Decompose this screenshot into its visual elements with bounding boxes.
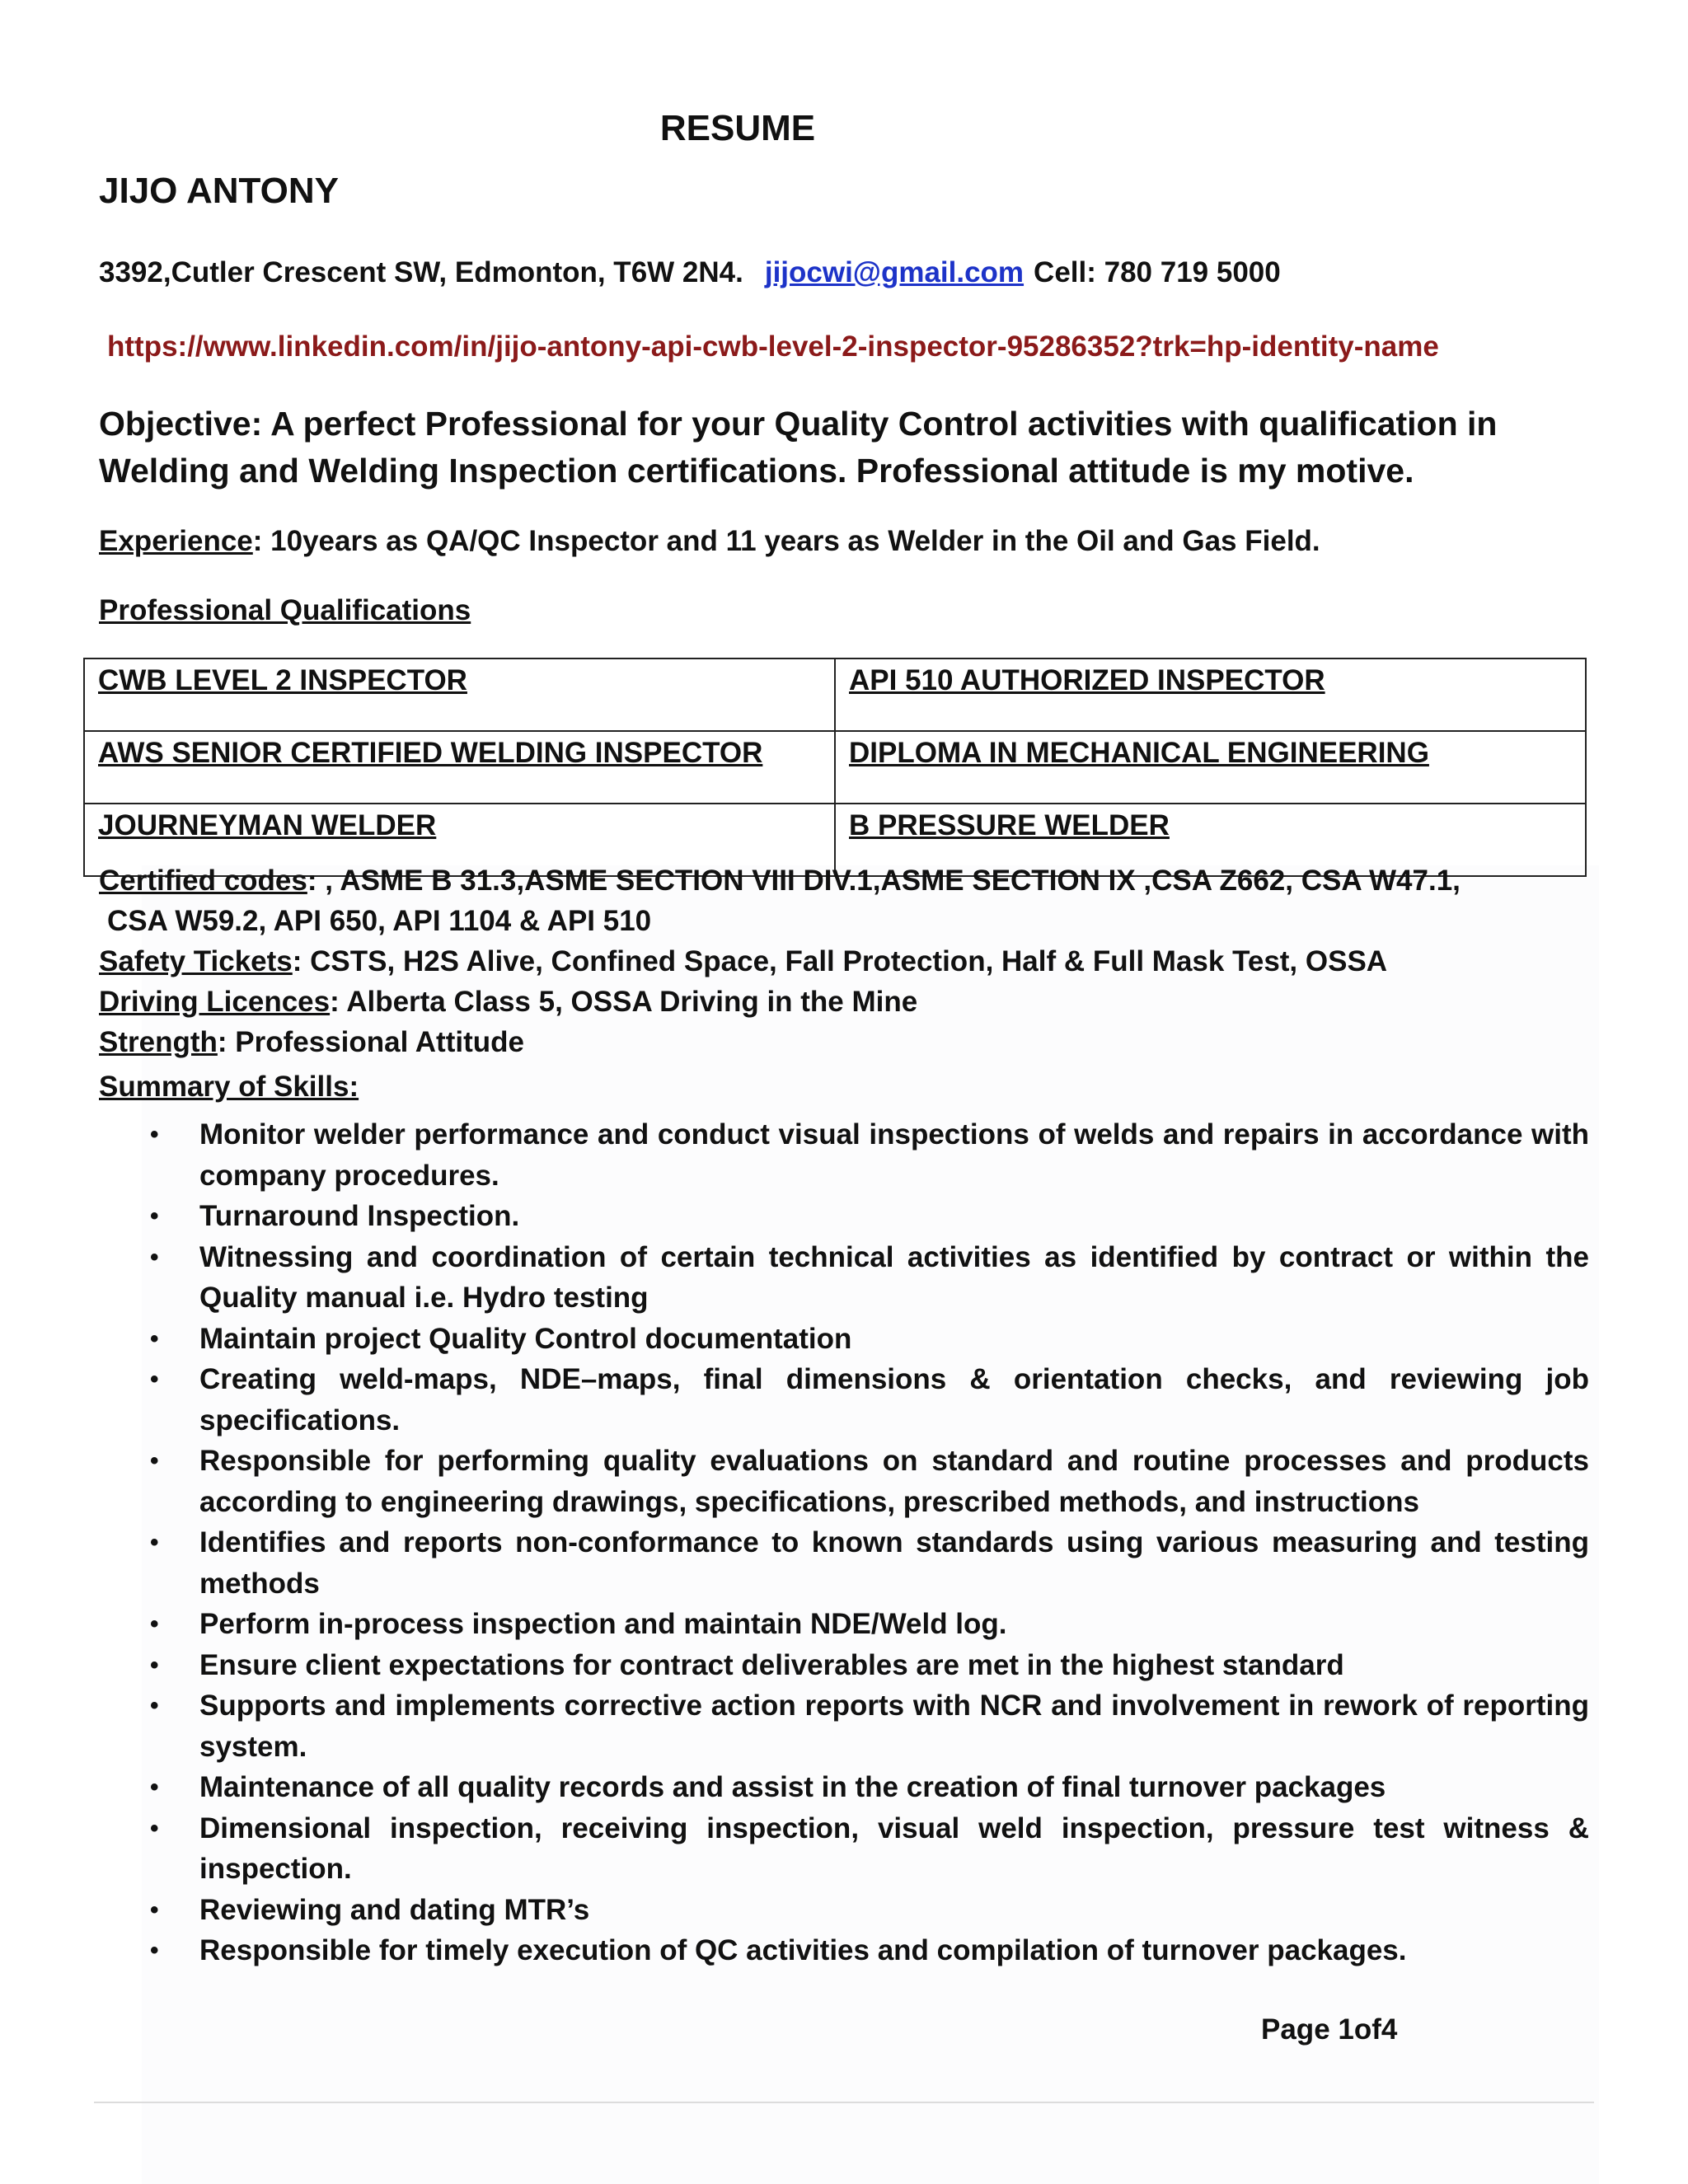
skill-text: Responsible for performing quality evaluations on standard and routine processes and products according to engineering drawings, specifications, prescribed methods, and instructions <box>199 1445 1589 1518</box>
bullet-icon: • <box>150 1896 159 1924</box>
experience-text: : 10years as QA/QC Inspector and 11 years as Welder in the Oil and Gas Field. <box>252 525 1320 557</box>
safety-tickets-text: : CSTS, H2S Alive, Confined Space, Fall Protection, Half & Full Mask Test, OSSA <box>292 945 1388 977</box>
objective-statement: Objective: A perfect Professional for your Quality Control activities with qualification in Welding and Welding Inspection certifications. Professional attitude is my motive. <box>99 405 1498 490</box>
skill-text: Dimensional inspection, receiving inspection, visual weld inspection, pressure test witness & inspection. <box>199 1811 1589 1885</box>
qualification-cell: CWB LEVEL 2 INSPECTOR <box>84 658 835 731</box>
experience-line <box>99 523 1320 560</box>
skill-text: Maintenance of all quality records and assist in the creation of final turnover packages <box>199 1771 1386 1803</box>
summary-heading: Summary of Skills: <box>99 1071 359 1103</box>
page-number: Page 1of4 <box>1261 2013 1398 2046</box>
bullet-icon: • <box>150 1814 159 1842</box>
email-link[interactable]: jijocwi@gmail.com <box>764 256 1025 288</box>
skill-text: Responsible for timely execution of QC activities and compilation of turnover packages. <box>199 1934 1407 1966</box>
list-item <box>99 1645 1589 1686</box>
bullet-icon: • <box>150 1366 159 1393</box>
skill-text: Maintain project Quality Control documentation <box>199 1322 852 1355</box>
list-item <box>99 1604 1589 1645</box>
bullet-icon: • <box>150 1937 159 1964</box>
table-row <box>84 658 1586 731</box>
safety-tickets-line <box>99 943 1387 981</box>
bullet-icon: • <box>150 1529 159 1556</box>
strength-text: : Professional Attitude <box>217 1026 524 1058</box>
skill-text: Identifies and reports non-conformance to known standards using various measuring and testing methods <box>199 1526 1589 1600</box>
certified-codes-label: Certified codes <box>99 865 307 897</box>
qualification-cell: API 510 AUTHORIZED INSPECTOR <box>835 658 1586 731</box>
bullet-icon: • <box>150 1324 159 1352</box>
qualifications-heading: Professional Qualifications <box>99 594 471 626</box>
bullet-icon: • <box>150 1447 159 1474</box>
list-item <box>99 1522 1589 1604</box>
candidate-name: JIJO ANTONY <box>99 171 339 211</box>
list-item <box>99 1808 1589 1890</box>
skills-list <box>99 1114 1589 1971</box>
skill-text: Creating weld-maps, NDE–maps, final dimensions & orientation checks, and reviewing job specifications. <box>199 1363 1589 1436</box>
bullet-icon: • <box>150 1202 159 1230</box>
bullet-icon: • <box>150 1651 159 1679</box>
list-item <box>99 1441 1589 1522</box>
document-heading: RESUME <box>659 108 816 148</box>
bullet-icon: • <box>150 1692 159 1719</box>
list-item <box>99 1237 1589 1319</box>
list-item <box>99 1196 1589 1237</box>
skill-text: Monitor welder performance and conduct visual inspections of welds and repairs in accordance with company procedures. <box>199 1118 1589 1192</box>
driving-licences-text: : Alberta Class 5, OSSA Driving in the Mine <box>330 986 918 1018</box>
skill-text: Turnaround Inspection. <box>199 1200 520 1232</box>
strength-line <box>99 1024 524 1062</box>
driving-licences-line <box>99 983 917 1021</box>
linkedin-link[interactable]: https://www.linkedin.com/in/jijo-antony-api-cwb-level-2-inspector-95286352?trk=hp-identity-name <box>107 330 1439 363</box>
certified-codes-text: : , ASME B 31.3,ASME SECTION VIII DIV.1,ASME SECTION IX ,CSA Z662, CSA W47.1, <box>307 865 1461 897</box>
list-item <box>99 1359 1589 1441</box>
skill-text: Ensure client expectations for contract deliverables are met in the highest standard <box>199 1648 1344 1681</box>
list-item <box>99 1890 1589 1931</box>
bullet-icon: • <box>150 1610 159 1638</box>
bullet-icon: • <box>150 1121 159 1148</box>
certified-codes-line-2: CSA W59.2, API 650, API 1104 & API 510 <box>107 905 652 937</box>
list-item <box>99 1319 1589 1360</box>
qualification-cell: B PRESSURE WELDER <box>835 804 1586 876</box>
qualifications-table <box>83 658 1587 877</box>
skill-text: Witnessing and coordination of certain technical activities as identified by contract or within the Quality manual i.e. Hydro testing <box>199 1240 1589 1314</box>
contact-line <box>99 254 1281 292</box>
skill-text: Perform in-process inspection and maintain NDE/Weld log. <box>199 1608 1007 1640</box>
safety-tickets-label: Safety Tickets <box>99 945 293 977</box>
footer-divider <box>94 2102 1594 2103</box>
list-item <box>99 1114 1589 1196</box>
driving-licences-label: Driving Licences <box>99 986 331 1018</box>
bullet-icon: • <box>150 1243 159 1271</box>
table-row <box>84 731 1586 804</box>
certified-codes-line <box>99 862 1461 900</box>
cell-number: Cell: 780 719 5000 <box>1034 256 1281 288</box>
qualification-cell: DIPLOMA IN MECHANICAL ENGINEERING <box>835 731 1586 804</box>
qualification-cell: JOURNEYMAN WELDER <box>84 804 835 876</box>
address: 3392,Cutler Crescent SW, Edmonton, T6W 2N4. <box>99 256 743 288</box>
strength-label: Strength <box>99 1026 218 1058</box>
skill-text: Supports and implements corrective action reports with NCR and involvement in rework of reporting system. <box>199 1690 1589 1763</box>
qualification-cell: AWS SENIOR CERTIFIED WELDING INSPECTOR <box>84 731 835 804</box>
bullet-icon: • <box>150 1774 159 1801</box>
skill-text: Reviewing and dating MTR’s <box>199 1893 590 1926</box>
list-item <box>99 1930 1589 1971</box>
list-item <box>99 1685 1589 1767</box>
list-item <box>99 1767 1589 1808</box>
experience-label: Experience <box>99 525 253 557</box>
